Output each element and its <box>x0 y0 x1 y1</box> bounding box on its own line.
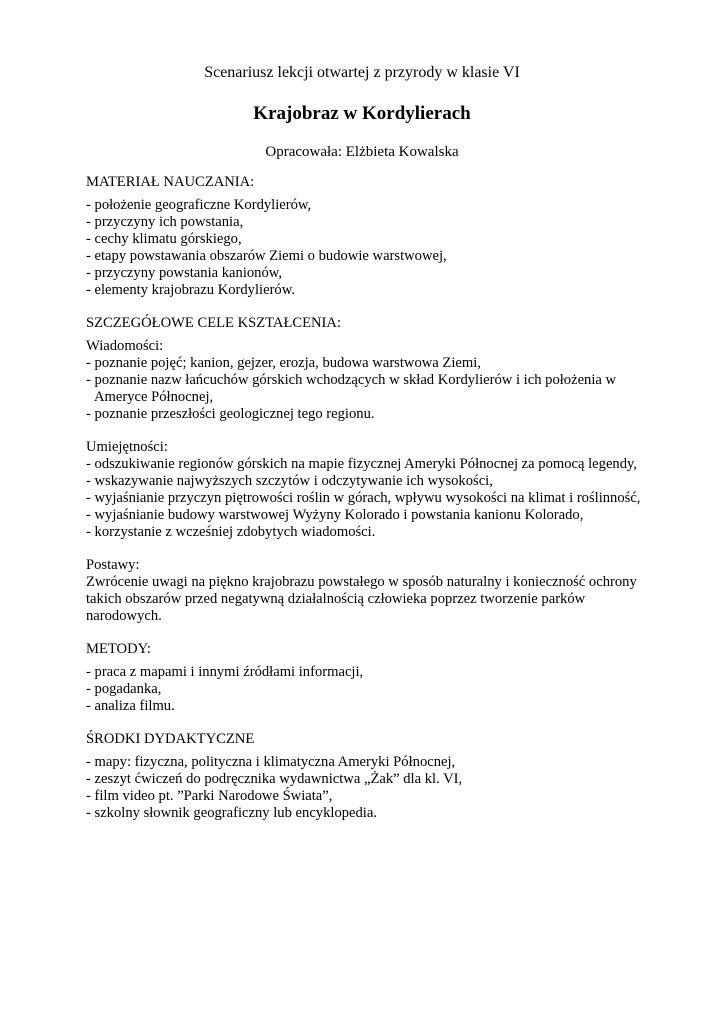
list-item: - praca z mapami i innymi źródłami informacji, <box>86 664 364 680</box>
document-author: Opracowała: Elżbieta Kowalska <box>265 144 459 160</box>
methods-heading: METODY: <box>86 641 151 657</box>
attitudes-text: Zwrócenie uwagi na piękno krajobrazu powstałego w sposób naturalny i konieczność ochrony takich obszarów przed negatywną działalnością człowieka poprzez tworzenie parków narodowych. <box>86 574 637 624</box>
knowledge-label: Wiadomości: <box>86 338 164 354</box>
document-title: Krajobraz w Kordylierach <box>253 103 471 124</box>
goals-heading: SZCZEGÓŁOWE CELE KSZTAŁCENIA: <box>86 315 341 331</box>
document-content <box>86 174 646 822</box>
skills-list <box>86 456 646 541</box>
skills-label: Umiejętności: <box>86 439 168 455</box>
list-item: - zeszyt ćwiczeń do podręcznika wydawnictwa „Żak” dla kl. VI, <box>86 771 463 787</box>
list-item: - szkolny słownik geograficzny lub encyklopedia. <box>86 805 377 821</box>
list-item: - wyjaśnianie przyczyn piętrowości roślin w górach, wpływu wysokości na klimat i roślinność, <box>86 490 641 506</box>
list-item: - film video pt. ”Parki Narodowe Świata”, <box>86 788 333 804</box>
list-item: - poznanie pojęć; kanion, gejzer, erozja, budowa warstwowa Ziemi, <box>86 355 481 371</box>
list-item: - poznanie nazw łańcuchów górskich wchodzących w skład Kordylierów i ich położenia w Ameryce Północnej, <box>86 372 617 405</box>
attitudes-label: Postawy: <box>86 557 140 573</box>
document-subtitle: Scenariusz lekcji otwartej z przyrody w klasie VI <box>204 64 520 81</box>
materials-list <box>86 197 646 299</box>
aids-list <box>86 754 646 822</box>
list-item: - pogadanka, <box>86 681 162 697</box>
list-item: - cechy klimatu górskiego, <box>86 231 242 247</box>
list-item: - poznanie przeszłości geologicznej tego regionu. <box>86 406 375 422</box>
knowledge-list <box>86 355 646 423</box>
list-item: - położenie geograficzne Kordylierów, <box>86 197 312 213</box>
list-item: - wyjaśnianie budowy warstwowej Wyżyny Kolorado i powstania kanionu Kolorado, <box>86 507 584 523</box>
list-item: - wskazywanie najwyższych szczytów i odczytywanie ich wysokości, <box>86 473 493 489</box>
methods-list <box>86 664 646 715</box>
materials-heading: MATERIAŁ NAUCZANIA: <box>86 174 255 190</box>
list-item: - odszukiwanie regionów górskich na mapie fizycznej Ameryki Północnej za pomocą legendy, <box>86 456 638 472</box>
aids-heading: ŚRODKI DYDAKTYCZNE <box>86 731 255 747</box>
list-item: - przyczyny ich powstania, <box>86 214 244 230</box>
list-item: - etapy powstawania obszarów Ziemi o budowie warstwowej, <box>86 248 447 264</box>
list-item: - przyczyny powstania kanionów, <box>86 265 283 281</box>
list-item: - elementy krajobrazu Kordylierów. <box>86 282 295 298</box>
list-item: - analiza filmu. <box>86 698 175 714</box>
list-item: - korzystanie z wcześniej zdobytych wiadomości. <box>86 524 376 540</box>
list-item: - mapy: fizyczna, polityczna i klimatyczna Ameryki Północnej, <box>86 754 456 770</box>
